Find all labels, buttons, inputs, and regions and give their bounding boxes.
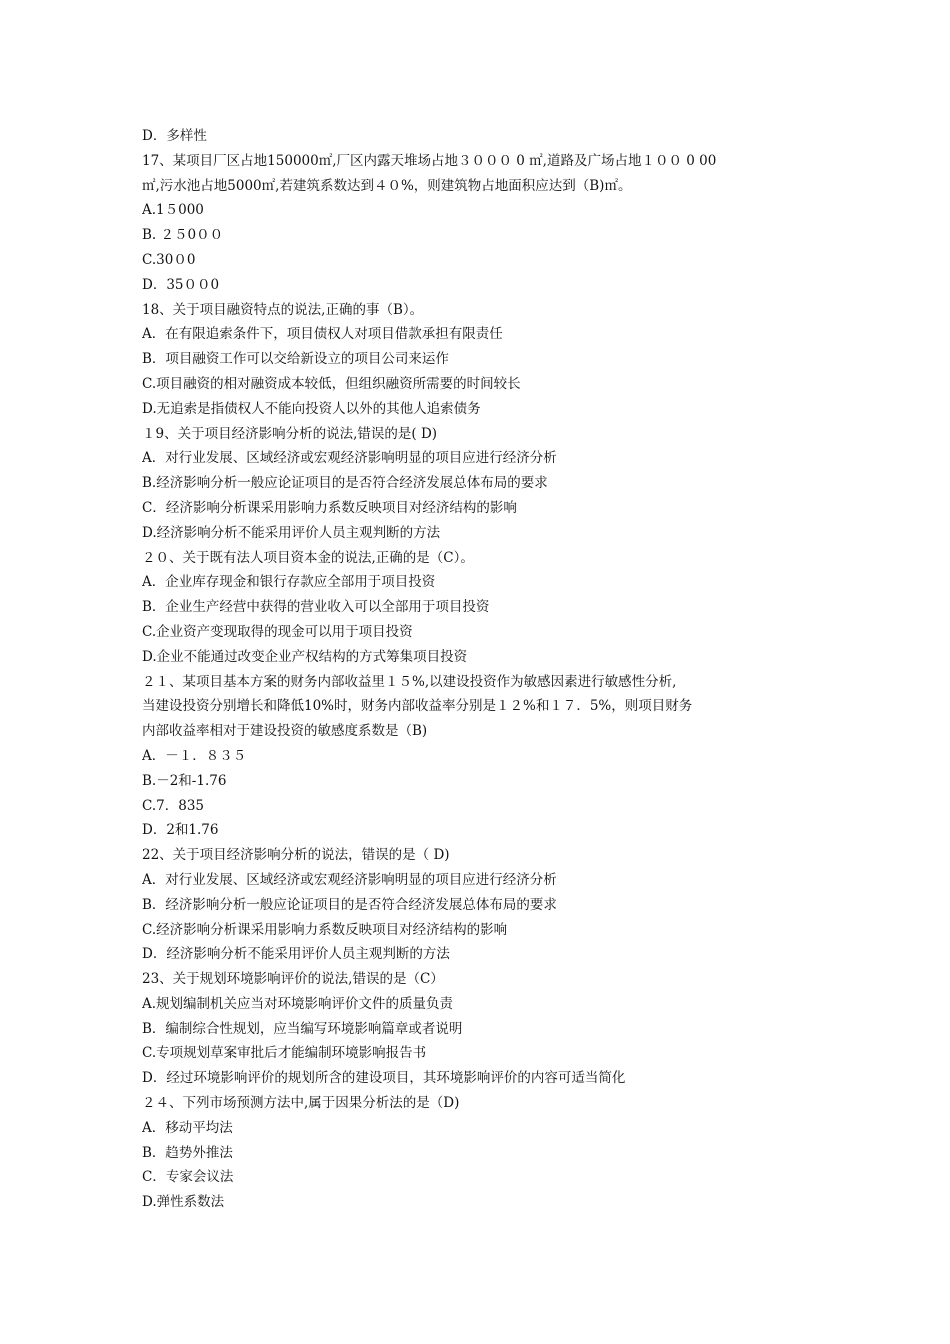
question-18-text: 18、关于项目融资特点的说法,正确的事（B）。 (142, 301, 424, 318)
option-d-text: D．35００0 (142, 276, 220, 293)
option-a-text: A．移动平均法 (142, 1119, 233, 1136)
question-17-text: 17、某项目厂区占地150000㎡,厂区内露天堆场占地３０００ 0 ㎡,道路及广场占地１００ 0 00 (142, 152, 717, 169)
option-a-text: A．对行业发展、区域经济或宏观经济影响明显的项目应进行经济分析 (142, 871, 557, 888)
question-17-text-cont: ㎡,污水池占地5000㎡,若建筑系数达到４０%，则建筑物占地面积应达到（B)㎡。 (142, 177, 632, 194)
option-b-text: B.－2和-1.76 (142, 772, 227, 789)
option-b-text: B．企业生产经营中获得的营业收入可以全部用于项目投资 (142, 599, 490, 616)
option-b-text: B.经济影响分析一般应论证项目的是否符合经济发展总体布局的要求 (142, 475, 548, 492)
question-21-text-cont: 内部收益率相对于建设投资的敏感度系数是（B) (142, 723, 428, 740)
option-d-text: D．2和1.76 (142, 822, 219, 839)
option-a-text: A．对行业发展、区域经济或宏观经济影响明显的项目应进行经济分析 (142, 450, 557, 467)
option-c-text: C.企业资产变现取得的现金可以用于项目投资 (142, 623, 413, 640)
option-b-text: B．项目融资工作可以交给新设立的项目公司来运作 (142, 351, 449, 368)
question-21-text-cont: 当建设投资分别增长和降低10%时，财务内部收益率分别是１２%和１７．5%，则项目财务 (142, 698, 693, 715)
option-c-text: C．经济影响分析课采用影响力系数反映项目对经济结构的影响 (142, 499, 517, 516)
option-a-text: A.1５000 (142, 202, 204, 219)
option-c-text: C.项目融资的相对融资成本较低，但组织融资所需要的时间较长 (142, 375, 521, 392)
question-22-text: 22、关于项目经济影响分析的说法，错误的是（ D) (142, 847, 450, 864)
option-c-text: C.7．835 (142, 797, 204, 814)
option-a-text: A.规划编制机关应当对环境影响评价文件的质量负责 (142, 995, 454, 1012)
option-c-text: C.专项规划草案审批后才能编制环境影响报告书 (142, 1045, 427, 1062)
option-a-text: A．在有限追索条件下，项目债权人对项目借款承担有限责任 (142, 326, 503, 343)
option-b-text: B．编制综合性规划，应当编写环境影响篇章或者说明 (142, 1020, 463, 1037)
option-a-text: A．－１．８３５ (142, 747, 247, 764)
option-c-text: C.30０0 (142, 251, 196, 268)
option-c-text: C．专家会议法 (142, 1169, 234, 1186)
option-d-text: D.经济影响分析不能采用评价人员主观判断的方法 (142, 524, 441, 541)
question-23-text: 23、关于规划环境影响评价的说法,错误的是（C） (142, 971, 444, 988)
option-d-text: D．经过环境影响评价的规划所含的建设项目，其环境影响评价的内容可适当简化 (142, 1070, 626, 1087)
question-24-text: ２４、下列市场预测方法中,属于因果分析法的是（D) (142, 1095, 460, 1112)
option-d-text: D.企业不能通过改变企业产权结构的方式筹集项目投资 (142, 648, 468, 665)
option-b-text: B. ２５0００ (142, 227, 224, 244)
option-d-text: D.无追索是指债权人不能向投资人以外的其他人追索债务 (142, 400, 481, 417)
option-c-text: C.经济影响分析课采用影响力系数反映项目对经济结构的影响 (142, 921, 508, 938)
option-a-text: A．企业库存现金和银行存款应全部用于项目投资 (142, 574, 436, 591)
option-d-text: D．多样性 (142, 128, 207, 144)
question-21-text: ２１、某项目基本方案的财务内部收益里１５%,以建设投资作为敏感因素进行敏感性分析, (142, 673, 677, 690)
question-20-text: ２０、关于既有法人项目资本金的说法,正确的是（C）。 (142, 549, 474, 566)
option-b-text: B．趋势外推法 (142, 1144, 233, 1161)
option-b-text: B．经济影响分析一般应论证项目的是否符合经济发展总体布局的要求 (142, 896, 557, 913)
question-19-text: １9、关于项目经济影响分析的说法,错误的是( D) (142, 425, 438, 442)
option-d-text: D．经济影响分析不能采用评价人员主观判断的方法 (142, 946, 450, 963)
option-d-text: D.弹性系数法 (142, 1194, 225, 1211)
document-page (142, 124, 817, 1215)
